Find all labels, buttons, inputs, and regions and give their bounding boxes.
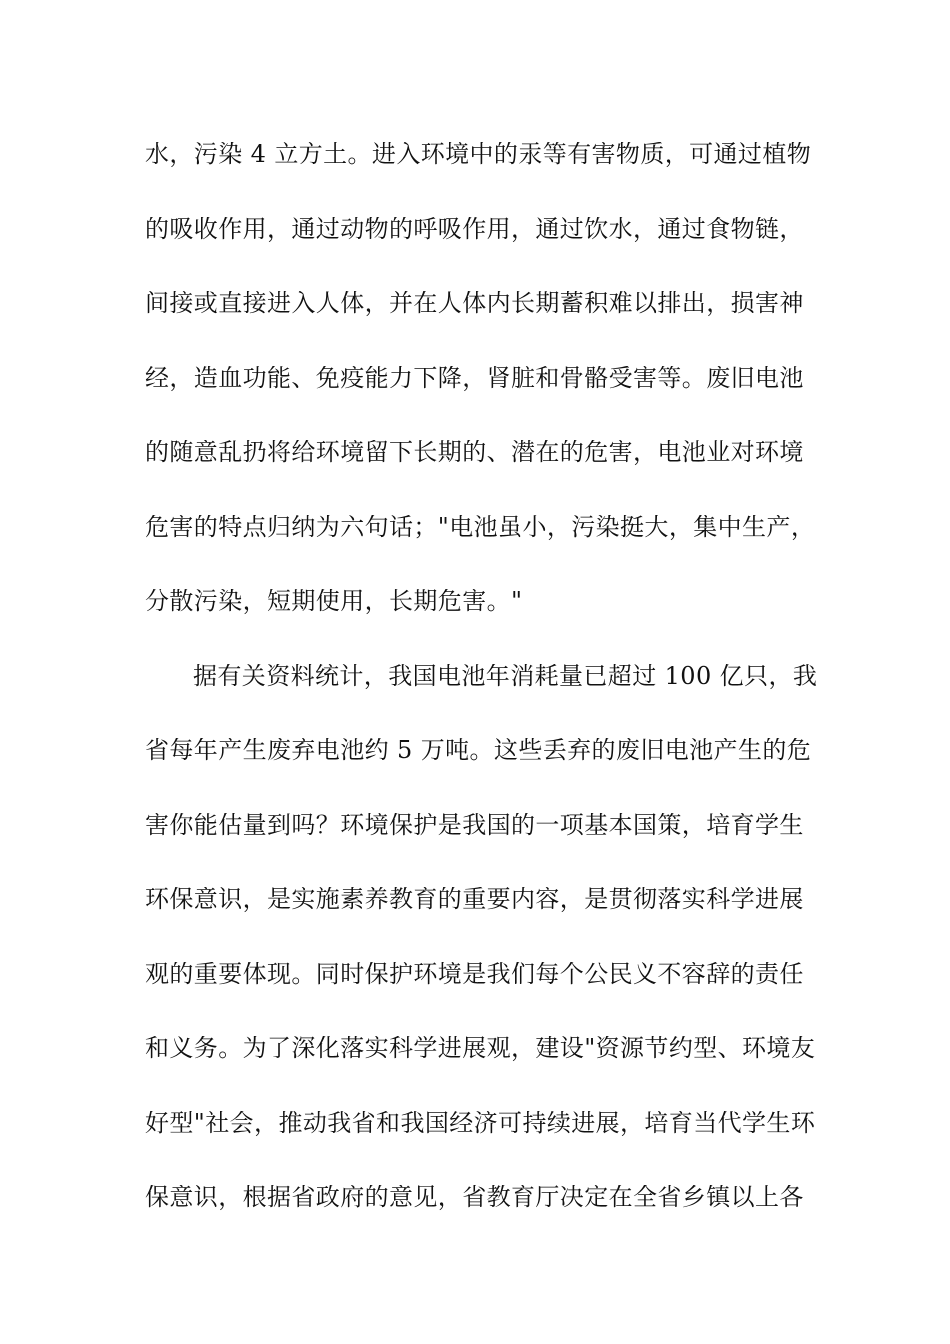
text-line: 环保意识，是实施素养教育的重要内容，是贯彻落实科学进展 [145,887,804,913]
text-line: 分散污染，短期使用，长期危害。" [145,589,523,615]
text-line: 观的重要体现。同时保护环境是我们每个公民义不容辞的责任 [145,961,804,988]
body-text [145,142,817,1260]
text-line: 和义务。为了深化落实科学进展观，建设"资源节约型、环境友 [145,1036,816,1062]
text-line: 省每年产生废弃电池约 5 万吨。这些丢弃的废旧电池产生的危 [145,738,812,764]
text-line: 保意识，根据省政府的意见，省教育厅决定在全省乡镇以上各 [145,1185,804,1211]
text-line: 好型"社会，推动我省和我国经济可持续进展，培育当代学生环 [145,1110,816,1137]
paragraph-2 [145,664,817,1260]
text-line: 害你能估量到吗？环境保护是我国的一项基本国策，培育学生 [145,812,804,839]
text-line: 危害的特点归纳为六句话；"电池虽小，污染挺大，集中生产， [145,514,816,541]
text-line: 间接或直接进入人体，并在人体内长期蓄积难以排出，损害神 [145,291,804,317]
text-line: 的随意乱扔将给环境留下长期的、潜在的危害，电池业对环境 [145,440,804,466]
text-line: 据有关资料统计，我国电池年消耗量已超过 100 亿只，我 [193,663,817,690]
text-line: 的吸收作用，通过动物的呼吸作用，通过饮水，通过食物链， [145,216,804,243]
text-line: 经，造血功能、免疫能力下降，肾脏和骨骼受害等。废旧电池 [145,365,804,392]
text-line: 水，污染 4 立方土。进入环境中的汞等有害物质，可通过植物 [145,142,812,168]
paragraph-1 [145,142,817,664]
